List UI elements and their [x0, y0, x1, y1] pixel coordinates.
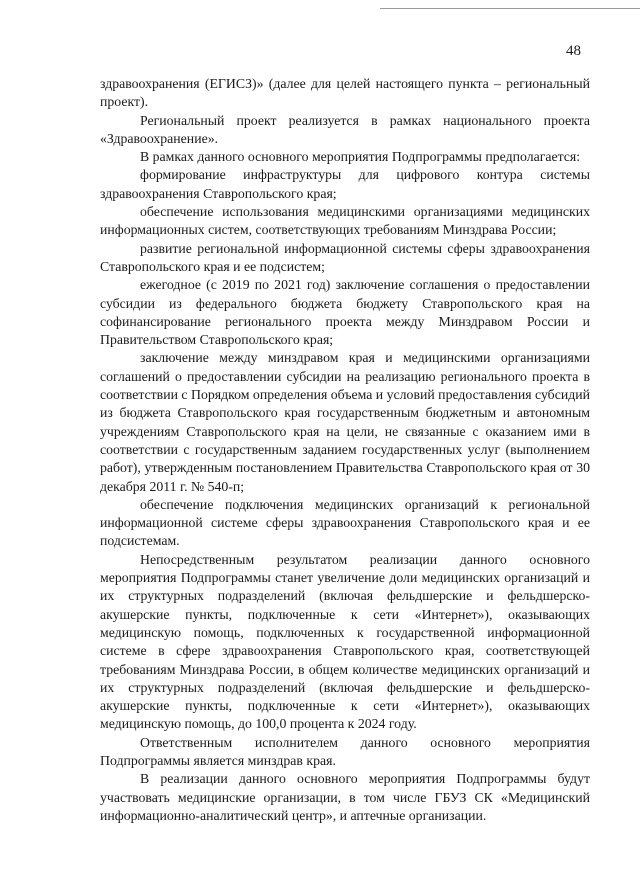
paragraph-7: ежегодное (с 2019 по 2021 год) заключение соглашения о предоставлении субсидии из федерального бюджета бюджету Ставропольского края на софинансирование регионального проекта между Минздравом России и Правительством Ставропольского края; — [100, 277, 590, 348]
paragraph-9: обеспечение подключения медицинских организаций к региональной информационной системе сферы здравоохранения Ставропольского края и ее подсистемам. — [100, 496, 590, 549]
paragraph-3: В рамках данного основного мероприятия Подпрограммы предполагается: — [140, 149, 581, 165]
paragraph-10: Непосредственным результатом реализации данного основного мероприятия Подпрограммы станет увеличение доли медицинских организаций и их структурных подразделений (включая фельдшерские и фельдшерско-акушерские пункты, подключенные к сети «Интернет»), оказывающих медицинскую помощь, подключенных к государственной информационной системе в сфере здравоохранения Ставропольского края, соответствующей требованиям Минздрава России, в общем количестве медицинских организаций и их структурных подразделений (включая фельдшерские и фельдшерско-акушерские пункты, подключенные к сети «Интернет»), оказывающих медицинскую помощь, до 100,0 процента к 2024 году. — [100, 551, 590, 732]
paragraph-1: здравоохранения (ЕГИСЗ)» (далее для целей настоящего пункта – региональный проект). — [100, 76, 590, 110]
paragraph-4: формирование инфраструктуры для цифрового контура системы здравоохранения Ставропольского края; — [100, 167, 590, 201]
paragraph-2: Региональный проект реализуется в рамках национального проекта «Здравоохранение». — [100, 112, 590, 146]
paragraph-12: В реализации данного основного мероприятия Подпрограммы будут участвовать медицинские организации, в том числе ГБУЗ СК «Медицинский информационно-аналитический центр», и аптечные организации. — [100, 771, 590, 823]
document-body — [100, 75, 590, 825]
scan-edge-line — [380, 8, 640, 9]
paragraph-6: развитие региональной информационной системы сферы здравоохранения Ставропольского края и ее подсистем; — [100, 240, 590, 274]
paragraph-8: заключение между минздравом края и медицинскими организациями соглашений о предоставлении субсидии на реализацию регионального проекта в соответствии с Порядком определения объема и условий предоставления субсидий из бюджета Ставропольского края государственным бюджетным и автономным учреждениям Ставропольского края на цели, не связанные с оказанием ими в соответствии с государственным заданием государственных услуг (выполнением работ), утвержденным постановлением Правительства Ставропольского края от 30 декабря 2011 г. № 540-п; — [100, 350, 590, 494]
paragraph-11: Ответственным исполнителем данного основного мероприятия Подпрограммы является минздрав края. — [100, 734, 590, 768]
paragraph-5: обеспечение использования медицинскими организациями медицинских информационных систем, соответствующих требованиям Минздрава России; — [100, 204, 590, 238]
page-number: 48 — [566, 43, 581, 59]
